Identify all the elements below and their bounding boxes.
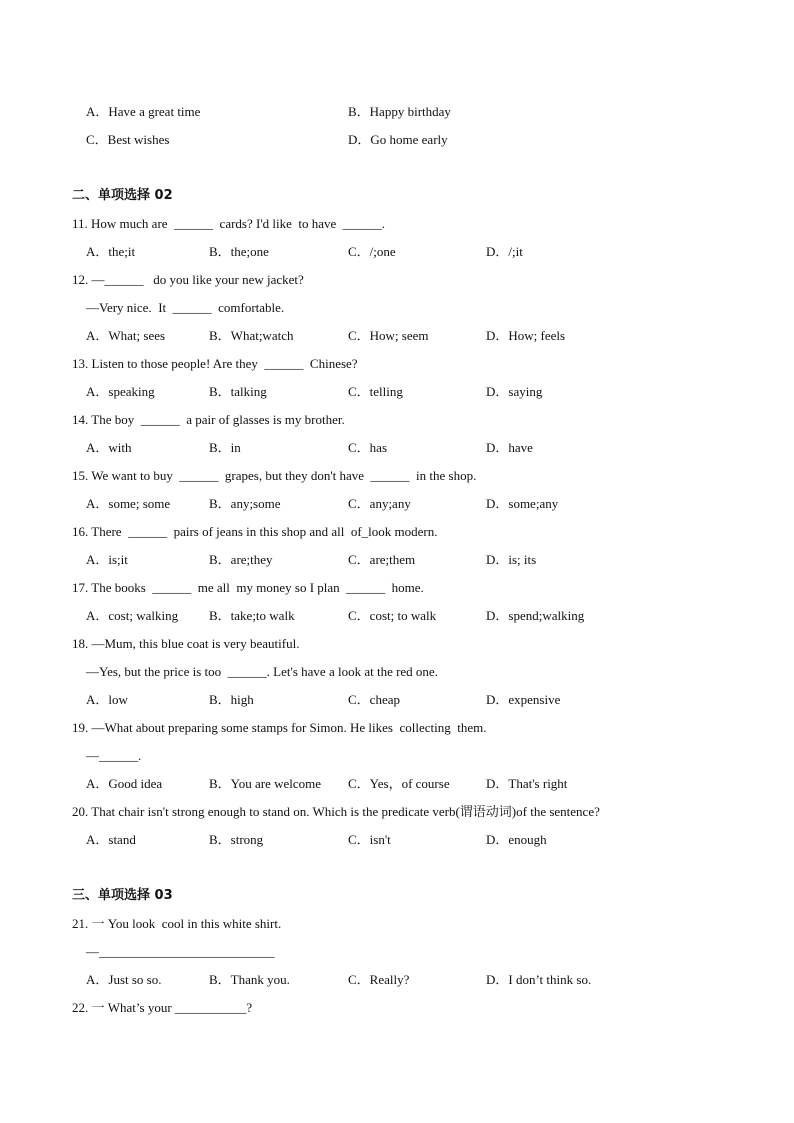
option-d: D．saying: [486, 384, 543, 399]
option-c: C．cheap: [348, 692, 400, 707]
option-d: D．spend;walking: [486, 608, 585, 623]
option-a: A．What; sees: [86, 328, 166, 343]
option-b: B．take;to walk: [209, 608, 295, 623]
section-title: 三、单项选择 03: [72, 888, 173, 903]
option-a: A．cost; walking: [86, 608, 179, 623]
option-b: B．talking: [209, 384, 267, 399]
option-d: D．Go home early: [348, 132, 448, 147]
option-c: C．has: [348, 440, 388, 455]
option-b: B．any;some: [209, 496, 281, 511]
option-a: A．low: [86, 692, 128, 707]
question-text: —Yes, but the price is too ______. Let's have a look at the red one.: [86, 664, 438, 679]
option-c: C．telling: [348, 384, 403, 399]
question-text: 18. —Mum, this blue coat is very beautiful.: [72, 636, 300, 651]
question-text: —______.: [86, 748, 142, 763]
option-b: B．What;watch: [209, 328, 294, 343]
option-c: C．cost; to walk: [348, 608, 437, 623]
question-text: —___________________________: [86, 944, 275, 959]
option-d: D．enough: [486, 832, 547, 847]
section-title: 二、单项选择 02: [72, 188, 173, 203]
question-text: 22. 一 What’s your ___________?: [72, 1000, 253, 1015]
question-text: 16. There ______ pairs of jeans in this shop and all of_look modern.: [72, 524, 438, 539]
option-a: A．Just so so.: [86, 972, 162, 987]
option-c: C．Yes，of course: [348, 776, 450, 791]
option-b: B．Happy birthday: [348, 104, 451, 119]
option-a: A．stand: [86, 832, 136, 847]
option-a: A．Have a great time: [86, 104, 201, 119]
option-b: B．You are welcome: [209, 776, 322, 791]
option-a: A．some; some: [86, 496, 171, 511]
option-b: B．high: [209, 692, 254, 707]
option-c: C．Best wishes: [86, 132, 170, 147]
question-text: 20. That chair isn't strong enough to stand on. Which is the predicate verb(谓语动词)of the sentence?: [72, 804, 600, 819]
option-c: C．/;one: [348, 244, 396, 259]
option-b: B．are;they: [209, 552, 273, 567]
option-d: D．I don’t think so.: [486, 972, 592, 987]
option-a: A．is;it: [86, 552, 128, 567]
question-text: 19. —What about preparing some stamps for Simon. He likes collecting them.: [72, 720, 487, 735]
option-d: D．How; feels: [486, 328, 566, 343]
option-a: A．with: [86, 440, 132, 455]
question-text: 14. The boy ______ a pair of glasses is my brother.: [72, 412, 345, 427]
option-c: C．Really?: [348, 972, 410, 987]
question-text: 17. The books ______ me all my money so I plan ______ home.: [72, 580, 424, 595]
question-text: 21. 一 You look cool in this white shirt.: [72, 916, 282, 931]
question-text: 11. How much are ______ cards? I'd like to have ______.: [72, 216, 386, 231]
option-d: D．That's right: [486, 776, 568, 791]
question-text: 12. —______ do you like your new jacket?: [72, 272, 304, 287]
option-c: C．are;them: [348, 552, 416, 567]
option-d: D．is; its: [486, 552, 537, 567]
option-d: D．some;any: [486, 496, 559, 511]
question-text: 15. We want to buy ______ grapes, but they don't have ______ in the shop.: [72, 468, 477, 483]
option-b: B．strong: [209, 832, 264, 847]
option-d: D．/;it: [486, 244, 523, 259]
option-d: D．have: [486, 440, 533, 455]
option-d: D．expensive: [486, 692, 561, 707]
option-a: A．speaking: [86, 384, 155, 399]
option-a: A．Good idea: [86, 776, 163, 791]
question-text: 13. Listen to those people! Are they ______ Chinese?: [72, 356, 358, 371]
option-b: B．in: [209, 440, 241, 455]
question-text: —Very nice. It ______ comfortable.: [86, 300, 285, 315]
option-a: A．the;it: [86, 244, 136, 259]
option-c: C．How; seem: [348, 328, 429, 343]
option-b: B．Thank you.: [209, 972, 290, 987]
option-b: B．the;one: [209, 244, 269, 259]
option-c: C．any;any: [348, 496, 411, 511]
option-c: C．isn't: [348, 832, 391, 847]
